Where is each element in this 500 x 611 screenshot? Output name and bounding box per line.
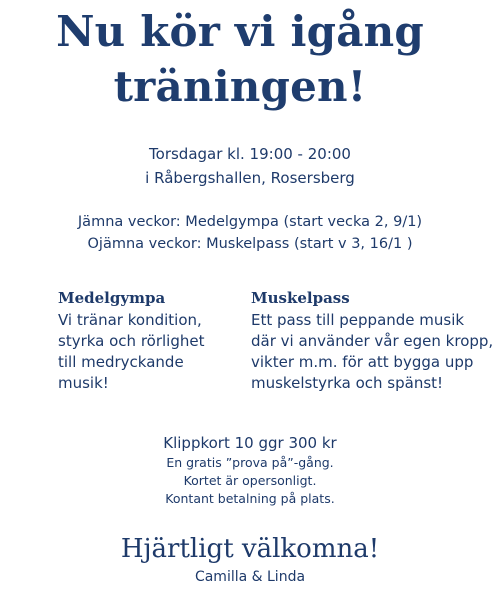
class-description-line: där vi använder vår egen kropp,: [251, 332, 494, 350]
headline-line-2: träningen!: [113, 62, 367, 111]
welcome-heading: Hjärtligt välkomna!: [120, 534, 380, 564]
clip-card-price: Klippkort 10 ggr 300 kr: [163, 434, 337, 452]
odd-weeks-info: Ojämna veckor: Muskelpass (start v 3, 16/1 ): [87, 236, 413, 252]
class-description-line: vikter m.m. för att bygga upp: [251, 353, 474, 371]
class-description-line: till medryckande: [58, 353, 184, 371]
class-description-line: muskelstyrka och spänst!: [251, 374, 444, 392]
pricing-note: Kontant betalning på plats.: [165, 491, 335, 506]
class-description-line: Vi tränar kondition,: [58, 311, 202, 329]
class-description-line: musik!: [58, 374, 109, 392]
class-medelgympa: [58, 288, 248, 394]
pricing-note: En gratis ”prova på”-gång.: [166, 455, 334, 470]
class-title-medelgympa: Medelgympa: [58, 289, 166, 307]
class-title-muskelpass: Muskelpass: [251, 289, 350, 307]
class-description-line: styrka och rörlighet: [58, 332, 205, 350]
headline-line-1: Nu kör vi igång: [56, 7, 424, 56]
signature: Camilla & Linda: [194, 569, 306, 585]
class-description-line: Ett pass till peppande musik: [251, 311, 465, 329]
schedule-time: Torsdagar kl. 19:00 - 20:00: [149, 145, 351, 163]
even-weeks-info: Jämna veckor: Medelgympa (start vecka 2, 9/1): [77, 214, 423, 230]
class-muskelpass: [251, 288, 494, 394]
pricing-note: Kortet är opersonligt.: [183, 473, 317, 488]
schedule-location: i Råbergshallen, Rosersberg: [145, 169, 355, 187]
